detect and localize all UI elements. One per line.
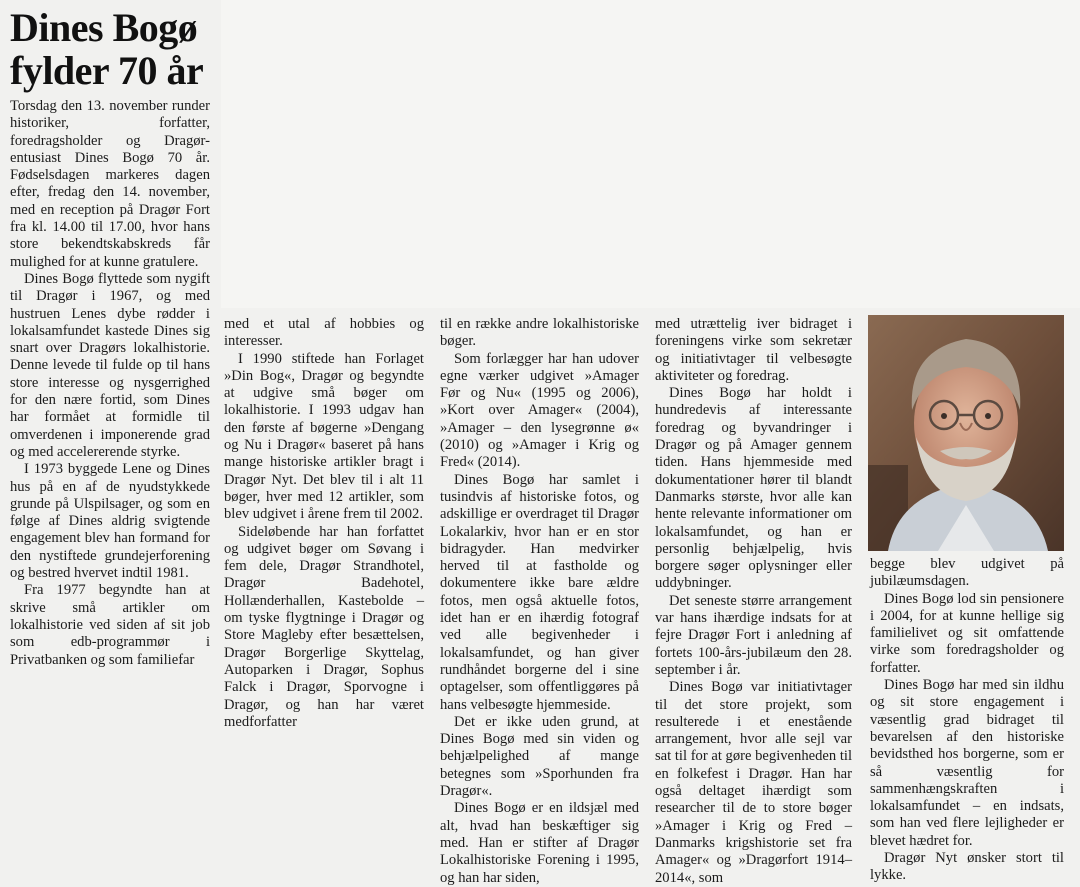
- paragraph: Dines Bogø var initiativtager til det store projekt, som resulterede i et enestående arrangement, hvor alle sejl var sat til for at gøre begivenheden til en folkefest i Dragør. Han har også deltaget ihærdigt som researcher til de to store bøger »Amager i Krig og Fred – Danmarks krigshistorie set fra Amager« og »Dragørfort 1914–2014«, som: [655, 679, 852, 886]
- paragraph: Torsdag den 13. november runder historiker, forfatter, foredragsholder og Dragør-entusiast Dines Bogø 70 år. Fødselsdagen markeres dagen efter, fredag den 14. november, med en reception på Dragør Fort fra kl. 14.00 til 17.00, hvor hans store bekendtskabskreds får mulighed for at kunne gratulere.: [10, 98, 210, 270]
- paragraph: Dines Bogø har med sin ildhu og sit store engagement i væsentlig grad bidraget til bevarelsen af den historiske bevidsthed hos borgerne, som er så væsentlig for sammenhængskraften i lokalsamfundet – en indsats, som han ved flere lejligheder er blevet hædret for.: [870, 677, 1064, 849]
- headline-line-2: fylder 70 år: [10, 48, 204, 93]
- paragraph: Fra 1977 begyndte han at skrive små artikler om lokalhistorie ved siden af sit job som edb-programmør i Privatbanken og som familiefar: [10, 582, 210, 668]
- article-column-2: [224, 316, 424, 731]
- paragraph: Dines Bogø har samlet i tusindvis af historiske fotos, og adskillige er overdraget til Dragør Lokalarkiv, hvor han er en stor bidragyder. Han medvirker herved til at fastholde og dokumentere ikke bare ældre fotos, men også aktuelle fotos, idet han er en ihærdig fotograf ved alle begivenheder i lokalsamfundet, og han giver rundhåndet borgerne del i sine optagelser, som offentliggøres på hans velbesøgte hjemmeside.: [440, 471, 639, 713]
- paragraph: Det seneste større arrangement var hans ihærdige indsats for at fejre Dragør Fort i anledning af fortets 100-års-jubilæum den 28. september i år.: [655, 592, 852, 678]
- paragraph: begge blev udgivet på jubilæumsdagen.: [870, 556, 1064, 590]
- blank-area: [221, 0, 1080, 308]
- headline: [10, 6, 215, 92]
- article-column-4: [655, 316, 852, 887]
- paragraph: Som forlægger har han udover egne værker udgivet »Amager Før og Nu« (1995 og 2006), »Kort over Amager« (2004), »Amager – den lysegrønne ø« (2010) og »Amager i Krig og Fred« (2014).: [440, 350, 639, 471]
- paragraph: Sideløbende har han forfattet og udgivet bøger om Søvang i fem dele, Dragør Strandhotel, Dragør Badehotel, Hollænderhallen, Kastebolde – om tyske flygtninge i Dragør og Store Magleby efter besættelsen, Dragør Borgerlige Skyttelag, Autoparken i Dragør, Sophus Falck i Dragør, Sporvogne i Dragør, og han har været medforfatter: [224, 523, 424, 730]
- paragraph: Dines Bogø har holdt i hundredevis af interessante foredrag og byvandringer i Dragør og på Amager gennem tiden. Hans hjemmeside med dokumentationer hører til blandt Danmarks største, hvor alle kan hente relevante informationer om lokalsamfundet, og han er personlig behjælpelig, hvis borgere søger oplysninger eller uddybninger.: [655, 385, 852, 592]
- article-column-5: [870, 556, 1064, 885]
- portrait-photo: [868, 315, 1064, 551]
- article-column-1: [10, 98, 210, 669]
- paragraph: Dines Bogø er en ildsjæl med alt, hvad han beskæftiger sig med. Han er stifter af Dragør Lokalhistoriske Forening i 1995, og han har siden,: [440, 800, 639, 886]
- paragraph: til en række andre lokalhistoriske bøger.: [440, 316, 639, 350]
- paragraph: Dines Bogø flyttede som nygift til Dragør i 1967, og med hustruen Lenes dybe rødder i lokalsamfundet kastede Dines sig snart over Dragørs lokalhistorie. Denne levede til fulde op til hans store interesse og nysgerrighed for den nære fortid, som Dines har formået at formidle til omverdenen i imponerende grad og med accelererende styrke.: [10, 270, 210, 460]
- paragraph: Det er ikke uden grund, at Dines Bogø med sin viden og behjælpelighed af mange betegnes som »Sporhunden fra Dragør«.: [440, 713, 639, 800]
- article-column-3: [440, 316, 639, 887]
- paragraph: I 1990 stiftede han Forlaget »Din Bog«, Dragør og begyndte at udgive små bøger om lokalhistorie. I 1993 udgav han den første af bøgerne »Dengang og Nu i Dragør« baseret på hans mange historiske artikler bragt i Dragør Nyt. Det blev til i alt 11 bøger, hver med 12 artikler, som blev udgivet i årene frem til 2002.: [224, 350, 424, 523]
- paragraph: med utrættelig iver bidraget i foreningens virke som sekretær og initiativtager til velbesøgte aktiviteter og foredrag.: [655, 316, 852, 384]
- paragraph: I 1973 byggede Lene og Dines hus på en af de nyudstykkede grunde på Ulspilsager, og som en følge af Dines aldrig svigtende engagement blev han formand for den nystiftede grundejerforening og bestred hvervet indtil 1981.: [10, 461, 210, 582]
- headline-line-1: Dines Bogø: [10, 5, 198, 50]
- paragraph: med et utal af hobbies og interesser.: [224, 316, 424, 350]
- paragraph: Dragør Nyt ønsker stort til lykke.: [870, 850, 1064, 884]
- paragraph: Dines Bogø lod sin pensionere i 2004, for at kunne hellige sig familielivet og sit omfattende virke som foredragsholder og forfatter.: [870, 590, 1064, 676]
